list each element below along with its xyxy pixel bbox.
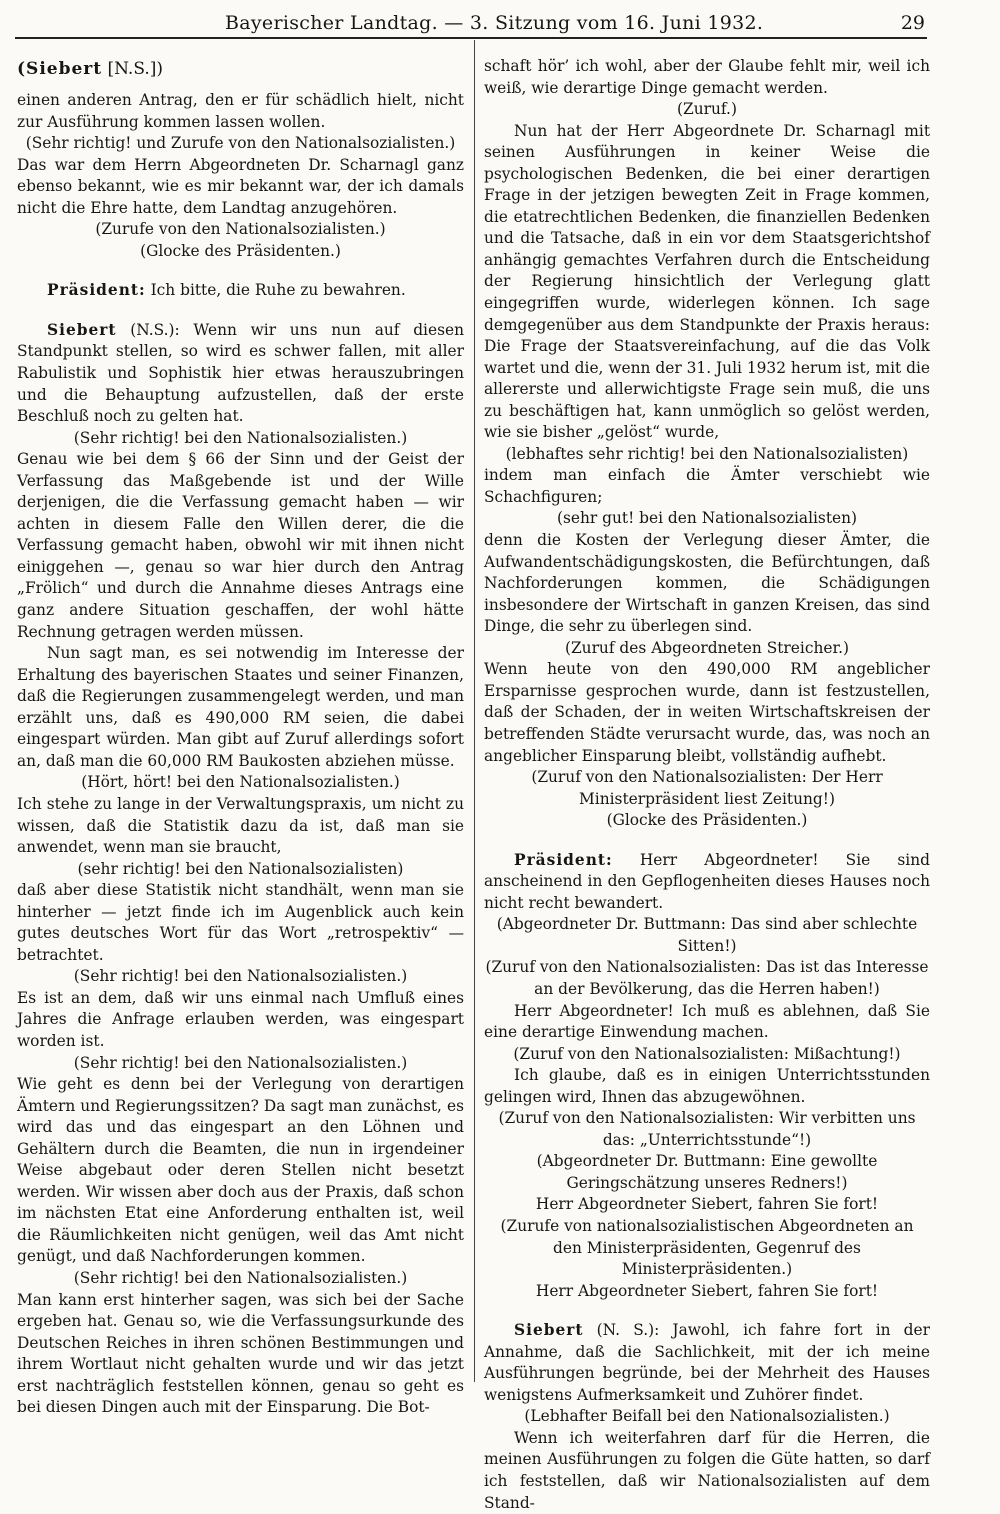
paragraph <box>17 643 464 772</box>
paragraph-text: (Zurufe von den Nationalsozialisten.) <box>95 220 386 239</box>
paragraph <box>484 1108 930 1151</box>
paragraph-text: (Sehr richtig! bei den Nationalsozialisten.) <box>73 1053 408 1072</box>
paragraph <box>17 133 464 155</box>
paragraph <box>484 659 930 767</box>
paragraph <box>17 794 464 859</box>
paragraph-text: (Lebhafter Beifall bei den Nationalsozialisten.) <box>524 1407 890 1426</box>
paragraph-text: [N.S.]) <box>102 59 164 79</box>
paragraph <box>484 1216 930 1281</box>
paragraph-text: Wenn ich weiterfahren darf für die Herren, die meinen Ausführungen zu folgen die Güte hatten, so darf ich feststellen, daß wir Nationalsozialisten auf dem Stand- <box>484 1428 930 1512</box>
paragraph-text: (Zuruf des Abgeordneten Streicher.) <box>564 638 850 657</box>
paragraph <box>484 1320 930 1406</box>
paragraph <box>17 320 464 428</box>
paragraph-text: Herr Abgeordneter Siebert, fahren Sie fort! <box>535 1195 879 1214</box>
paragraph <box>17 90 464 133</box>
paragraph-text: (Abgeordneter Dr. Buttmann: Das sind aber schlechte Sitten!) <box>496 915 918 955</box>
speaker-name: Siebert <box>514 1321 584 1340</box>
paragraph-text: (Zuruf von den Nationalsozialisten: Das ist das Interesse an der Bevölkerung, das die Herren haben!) <box>485 958 929 998</box>
paragraph <box>484 1001 930 1044</box>
paragraph <box>17 859 464 881</box>
paragraph <box>17 428 464 450</box>
column-divider <box>474 40 475 1382</box>
paragraph <box>484 957 930 1000</box>
paragraph-text: (Sehr richtig! und Zurufe von den Nationalsozialisten.) <box>25 134 456 153</box>
page-number: 29 <box>900 12 925 34</box>
paragraph-text: (sehr gut! bei den Nationalsozialisten) <box>556 509 858 528</box>
paragraph-text: Nun hat der Herr Abgeordnete Dr. Scharnagl mit seinen Ausführungen in keiner Weise die psychologischen Bedenken, die bei einer derartigen Frage in der jetzigen bewegten Zeit in Frage kommen, die etatrechtlichen Bedenken, die finanziellen Bedenken und die Tatsache, daß in ein vor dem Staatsgerichtshof anhängig gemachtes Verfahren durch die Entscheidung der Regierung hinsichtlich der Verlegung glatt eingegriffen wurde, widerlegen können. Ich sage demgegenüber aus dem Standpunkte der Praxis heraus: Die Frage der Staatsvereinfachung, auf die das Volk wartet und die, wenn der 31. Juli 1932 herum ist, mit die allererste und allerwichtigste Frage sein muß, die uns zu beschäftigen hat, kann unmöglich so gelöst werden, wie sie bisher „gelöst“ wurde, <box>484 121 930 442</box>
paragraph-text: (Sehr richtig! bei den Nationalsozialisten.) <box>73 428 408 447</box>
paragraph <box>17 449 464 643</box>
paragraph-text: indem man einfach die Ämter verschiebt wie Schachfiguren; <box>484 466 930 506</box>
paragraph-text: denn die Kosten der Verlegung dieser Ämter, die Aufwandentschädigungskosten, die Befürchtungen, daß Nachforderungen kommen, die Schädigungen insbesondere der Wirtschaft in ganzen Kreisen, das sind Dinge, die sehr zu überlegen sind. <box>484 531 930 636</box>
paragraph <box>17 1053 464 1075</box>
speaker-name: Präsident: <box>47 281 146 300</box>
paragraph-text: Es ist an dem, daß wir uns einmal nach Umfluß eines Jahres die Anfrage erlauben werden, was eingespart worden ist. <box>17 988 464 1050</box>
paragraph-text: Wie geht es denn bei der Verlegung von derartigen Ämtern und Regierungssitzen? Da sagt man zunächst, es wird das und das eingespart an den Löhnen und Gehältern durch die Beamten, die nun in irgendeiner Weise abgebaut oder deren Stellen nicht besetzt werden. Wir wissen aber doch aus der Praxis, daß schon im nächsten Etat eine Anforderung enthalten ist, weil die Räumlichkeiten nicht genügen, weil das Amt nicht genügt, und daß Nachforderungen kommen. <box>17 1075 464 1266</box>
paragraph-text: schaft hör’ ich wohl, aber der Glaube fehlt mir, weil ich weiß, wie derartige Dinge gemacht werden. <box>484 57 930 97</box>
paragraph <box>17 280 464 302</box>
paragraph-text: (Zuruf.) <box>677 100 737 119</box>
paragraph-text: (lebhaftes sehr richtig! bei den Nationalsozialisten) <box>505 444 909 463</box>
speaker-name: Siebert <box>26 59 103 79</box>
paragraph-text: (Sehr richtig! bei den Nationalsozialisten.) <box>73 967 408 986</box>
paragraph <box>17 1268 464 1290</box>
paragraph <box>17 988 464 1053</box>
paragraph <box>484 1428 930 1514</box>
paren-open: ( <box>17 59 27 79</box>
paragraph-text: (Zuruf von den Nationalsozialisten: Wir verbitten uns das: „Unterrichtsstunde“!) <box>498 1109 916 1149</box>
paragraph <box>17 772 464 794</box>
paragraph <box>484 1151 930 1194</box>
paragraph <box>484 530 930 638</box>
speaker-name: Präsident: <box>514 850 613 869</box>
paragraph <box>484 1065 930 1108</box>
paragraph-text: Nun sagt man, es sei notwendig im Interesse der Erhaltung des bayerischen Staates und seiner Finanzen, daß die Regierungen zusammengelegt werden, und man erzählt uns, daß es 490,000 RM seien, die dabei eingespart würden. Man gibt auf Zuruf allerdings sofort an, daß man die 60,000 RM Baukosten abziehen müsse. <box>17 644 464 770</box>
header-rule <box>15 37 927 39</box>
paragraph <box>484 850 930 915</box>
paragraph <box>484 56 930 99</box>
paragraph-text: (Zuruf von den Nationalsozialisten: Der Herr Ministerpräsident liest Zeitung!) <box>531 768 883 808</box>
paragraph <box>484 1044 930 1066</box>
paragraph <box>484 444 930 466</box>
running-title: Bayerischer Landtag. — 3. Sitzung vom 16. Juni 1932. <box>225 12 764 34</box>
paragraph-text: (Zuruf von den Nationalsozialisten: Mißachtung!) <box>513 1044 901 1063</box>
paragraph-text: (Abgeordneter Dr. Buttmann: Eine gewollte Geringschätzung unseres Redners!) <box>536 1152 878 1192</box>
paragraph <box>17 155 464 220</box>
paragraph <box>17 219 464 241</box>
paragraph-text: (N. S.): Jawohl, ich fahre fort in der Annahme, daß die Sachlichkeit, mit der ich meine Ausführungen begründe, bei der Mehrheit des Hauses wenigstens Aufmerksamkeit und Zuhörer findet. <box>484 1321 930 1404</box>
paragraph-text: (sehr richtig! bei den Nationalsozialisten) <box>77 859 404 878</box>
paragraph <box>484 99 930 121</box>
paragraph <box>484 1281 930 1303</box>
paragraph <box>484 638 930 660</box>
paragraph-text: Herr Abgeordneter! Sie sind anscheinend in den Gepflogenheiten dieses Hauses noch nicht recht bewandert. <box>484 850 930 912</box>
paragraph-text: Das war dem Herrn Abgeordneten Dr. Scharnagl ganz ebenso bekannt, wie es mir bekannt war, der ich damals nicht die Ehre hatte, dem Landtag anzugehören. <box>17 155 464 217</box>
paragraph <box>484 465 930 508</box>
paragraph-text: (Sehr richtig! bei den Nationalsozialisten.) <box>73 1268 408 1287</box>
paragraph <box>484 810 930 832</box>
paragraph <box>17 880 464 966</box>
paragraph-text: (N.S.): Wenn wir uns nun auf diesen Standpunkt stellen, so wird es schwer fallen, mit aller Rabulistik und Sophistik hier etwas herauszubringen und die Behauptung aufzustellen, daß der erste Beschluß noch zu gelten hat. <box>17 320 464 426</box>
paragraph <box>17 1290 464 1419</box>
paragraph-text: Herr Abgeordneter! Ich muß es ablehnen, daß Sie eine derartige Einwendung machen. <box>484 1001 930 1042</box>
speaker-name: Siebert <box>47 320 117 339</box>
paragraph <box>17 241 464 263</box>
paragraph-text: Genau wie bei dem § 66 der Sinn und der Geist der Verfassung das Maßgebende ist und der Wille derjenigen, die die Verfassung gemacht haben — wir achten in diesem Falle den Willen derer, die die Verfassung gemacht haben, obwohl wir mit ihnen nicht einiggehen —, genau so war hier durch den Antrag „Frölich“ und durch die Annahme dieses Antrags eine ganz andere Situation geschaffen, der wohl hätte Rechnung getragen werden müssen. <box>17 450 464 641</box>
paragraph <box>17 56 464 82</box>
paragraph <box>484 914 930 957</box>
paragraph <box>17 966 464 988</box>
right-column <box>484 56 930 1514</box>
paragraph <box>484 1406 930 1428</box>
paragraph-text: Ich bitte, die Ruhe zu bewahren. <box>145 281 406 300</box>
paragraph-text: daß aber diese Statistik nicht standhält, wenn man sie hinterher — jetzt finde ich im Augenblick auch kein gutes deutsches Wort für das Wort „retrospektiv“ — betrachtet. <box>17 881 464 964</box>
left-column <box>17 56 464 1419</box>
running-head <box>15 6 925 36</box>
paragraph-text: Herr Abgeordneter Siebert, fahren Sie fort! <box>535 1281 879 1300</box>
paragraph <box>484 1194 930 1216</box>
paragraph-text: Wenn heute von den 490,000 RM angeblicher Ersparnisse gesprochen wurde, dann ist festzustellen, daß der Schaden, der in weiten Wirtschaftskreisen der betreffenden Städte verursacht wurde, das, was noch an angeblicher Einsparung bleibt, vollständig aufhebt. <box>484 660 930 765</box>
paragraph-text: einen anderen Antrag, den er für schädlich hielt, nicht zur Ausführung kommen lassen wollen. <box>17 91 464 131</box>
paragraph-text: (Hört, hört! bei den Nationalsozialisten.) <box>81 773 400 792</box>
paragraph <box>17 1074 464 1268</box>
paragraph-text: (Glocke des Präsidenten.) <box>606 811 808 830</box>
paragraph <box>484 767 930 810</box>
paragraph-text: Ich glaube, daß es in einigen Unterrichtsstunden gelingen wird, Ihnen das abzugewöhnen. <box>484 1066 930 1106</box>
paragraph-text: Man kann erst hinterher sagen, was sich bei der Sache ergeben hat. Genau so, wie die Verfassungsurkunde des Deutschen Reiches in ihren schönen Bestimmungen und ihrem Wortlaut nicht gehalten wurde und wir das jetzt erst nachträglich feststellen können, genau so geht es bei diesen Dingen auch mit der Einsparung. Die Bot- <box>17 1290 464 1417</box>
paragraph-text: (Zurufe von nationalsozialistischen Abgeordneten an den Ministerpräsidenten, Gegenruf des Ministerpräsidenten.) <box>500 1216 914 1279</box>
paragraph-text: Ich stehe zu lange in der Verwaltungspraxis, um nicht zu wissen, daß die Statistik dazu da ist, daß man sie anwendet, wenn man sie braucht, <box>17 794 464 857</box>
paragraph <box>484 121 930 444</box>
paragraph <box>484 508 930 530</box>
paragraph-text: (Glocke des Präsidenten.) <box>140 241 341 260</box>
